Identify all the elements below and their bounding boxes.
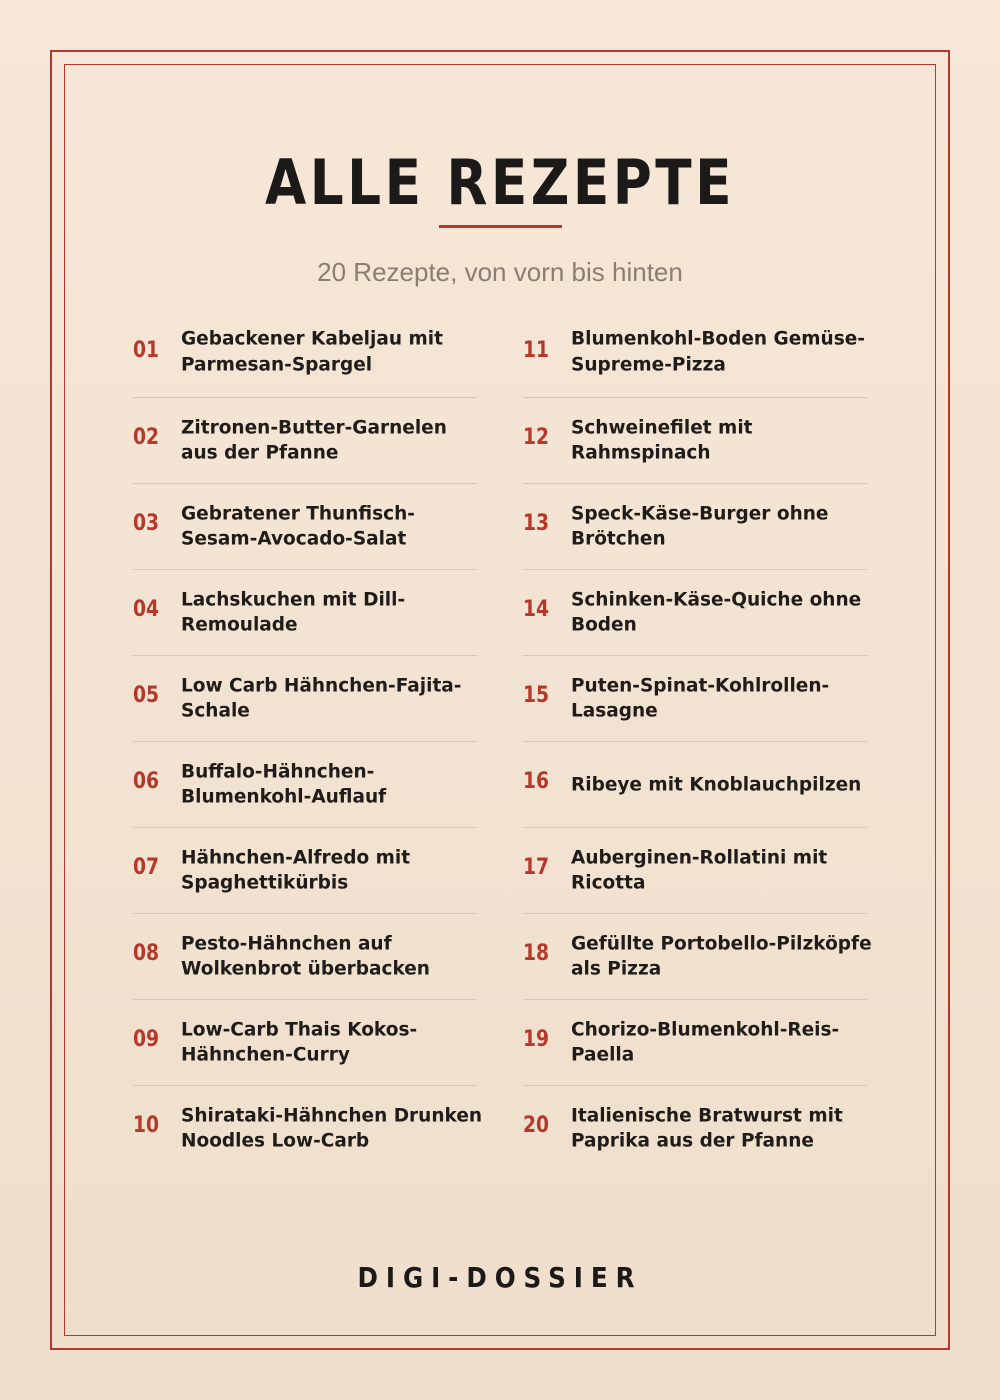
- recipe-item: [523, 913, 872, 999]
- recipe-item: [523, 311, 867, 397]
- recipe-name: Schweinefilet mit Rahmspinach: [571, 417, 753, 464]
- recipe-number: 18: [523, 941, 550, 966]
- recipe-number: 11: [523, 338, 550, 363]
- recipe-name: Italienische Bratwurst mit Paprika aus der Pfanne: [571, 1105, 843, 1152]
- recipe-name: Chorizo-Blumenkohl-Reis-Paella: [571, 1019, 840, 1066]
- recipe-number: 03: [133, 511, 160, 536]
- recipe-name: Lachskuchen mit Dill-Remoulade: [181, 589, 406, 636]
- recipe-name: Auberginen-Rollatini mit Ricotta: [571, 847, 828, 894]
- recipe-item: [133, 741, 477, 827]
- recipe-name: Schinken-Käse-Quiche ohne Boden: [571, 589, 862, 636]
- recipe-item: [133, 827, 477, 913]
- recipe-number: 20: [523, 1113, 550, 1138]
- recipe-item: [523, 999, 867, 1085]
- recipe-number: 01: [133, 338, 160, 363]
- recipe-name: Low Carb Hähnchen-Fajita-Schale: [181, 675, 462, 722]
- recipe-number: 05: [133, 683, 160, 708]
- recipe-name: Low-Carb Thais Kokos-Hähnchen-Curry: [181, 1019, 418, 1066]
- recipe-number: 06: [133, 769, 160, 794]
- recipe-item: [523, 483, 867, 569]
- recipe-name: Blumenkohl-Boden Gemüse-Supreme-Pizza: [571, 328, 865, 375]
- recipe-item: [133, 397, 477, 483]
- recipe-name: Hähnchen-Alfredo mit Spaghettikürbis: [181, 847, 411, 894]
- recipe-number: 07: [133, 855, 160, 880]
- recipe-name: Zitronen-Butter-Garnelen aus der Pfanne: [181, 417, 447, 464]
- recipe-name: Gebratener Thunfisch-Sesam-Avocado-Salat: [181, 503, 415, 550]
- recipe-item: [133, 999, 477, 1085]
- recipe-number: 16: [523, 769, 550, 794]
- recipe-name: Shirataki-Hähnchen Drunken Noodles Low-Carb: [181, 1105, 483, 1152]
- recipe-number: 02: [133, 425, 160, 450]
- recipe-item: [133, 569, 477, 655]
- recipe-number: 17: [523, 855, 550, 880]
- recipe-item: [133, 1085, 483, 1171]
- recipe-item: [523, 397, 867, 483]
- recipe-item: [523, 827, 867, 913]
- recipe-number: 19: [523, 1027, 550, 1052]
- recipe-number: 12: [523, 425, 550, 450]
- recipe-number: 14: [523, 597, 550, 622]
- recipe-number: 08: [133, 941, 160, 966]
- recipe-item: [133, 655, 477, 741]
- recipe-number: 09: [133, 1027, 160, 1052]
- page-subtitle: 20 Rezepte, von vorn bis hinten: [317, 257, 683, 287]
- recipe-name: Gefüllte Portobello-Pilzköpfe als Pizza: [571, 933, 872, 980]
- recipe-list-right: [523, 311, 872, 1171]
- recipe-name: Speck-Käse-Burger ohne Brötchen: [571, 503, 829, 550]
- recipe-name: Gebackener Kabeljau mit Parmesan-Spargel: [181, 328, 443, 375]
- recipe-name: Puten-Spinat-Kohlrollen-Lasagne: [571, 675, 830, 722]
- recipe-item: [523, 741, 867, 827]
- page-title: ALLE REZEPTE: [265, 146, 735, 219]
- recipe-item: [523, 569, 867, 655]
- recipe-number: 13: [523, 511, 550, 536]
- recipe-name: Pesto-Hähnchen auf Wolkenbrot überbacken: [181, 933, 430, 980]
- recipe-item: [133, 483, 477, 569]
- recipe-name: Buffalo-Hähnchen-Blumenkohl-Auflauf: [181, 761, 387, 808]
- recipe-item: [523, 655, 867, 741]
- recipe-list-left: [133, 311, 483, 1171]
- recipe-item: [133, 913, 477, 999]
- recipe-number: 04: [133, 597, 160, 622]
- recipe-number: 15: [523, 683, 550, 708]
- recipe-number: 10: [133, 1113, 160, 1138]
- recipe-name: Ribeye mit Knoblauchpilzen: [571, 773, 862, 795]
- recipe-item: [133, 311, 477, 397]
- recipe-item: [523, 1085, 867, 1171]
- title-underline: [439, 225, 562, 228]
- brand-footer: DIGI-DOSSIER: [357, 1261, 643, 1294]
